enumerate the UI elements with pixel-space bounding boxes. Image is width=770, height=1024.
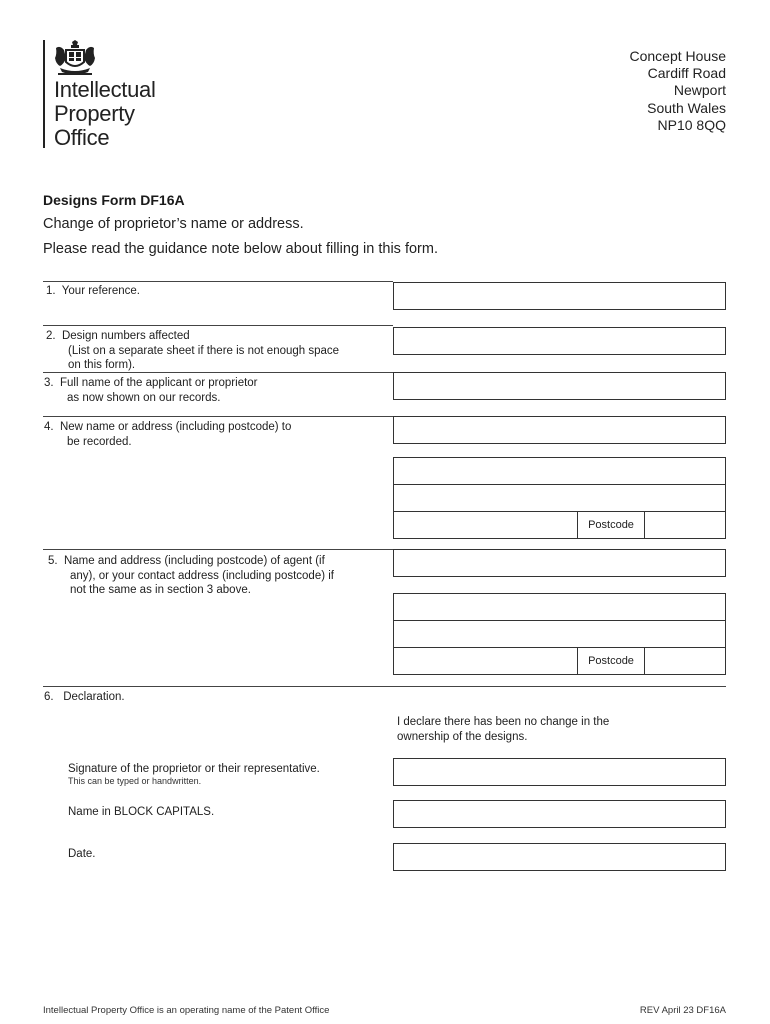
declaration-line-2: ownership of the designs. [397, 730, 528, 743]
section-5-label [48, 554, 334, 598]
section-3-number: 3. [44, 377, 54, 389]
section-2-line-3: on this form). [68, 359, 136, 371]
signature-label: Signature of the proprietor or their representative. [68, 763, 320, 775]
section-2-line-1: Design numbers affected [61, 330, 190, 342]
section-5-rule [43, 549, 393, 550]
footer-right: REV April 23 DF16A [639, 1005, 726, 1016]
section-6-label [44, 690, 125, 705]
section-2-line-2: (List on a separate sheet if there is not enough space [68, 344, 340, 357]
section-5-number: 5. [48, 555, 58, 567]
applicant-name-input[interactable] [393, 372, 726, 400]
address-line-1: Concept House [629, 48, 726, 64]
footer-left: Intellectual Property Office is an operating name of the Patent Office [43, 1005, 330, 1016]
section-5-line-3: not the same as in section 3 above. [70, 584, 251, 596]
section-6-number: 6. [44, 691, 54, 703]
date-input[interactable] [393, 843, 726, 871]
section-6-text: Declaration. [63, 691, 125, 703]
postcode-input-4[interactable] [644, 511, 726, 539]
section-4-line-2: be recorded. [67, 435, 132, 448]
form-instruction: Please read the guidance note below about filling in this form. [43, 241, 438, 257]
section-1-text: Your reference. [61, 285, 140, 297]
postcode-input-5[interactable] [644, 647, 726, 675]
section-5-line-2: any), or your contact address (including postcode) if [70, 569, 334, 582]
section-4-label [44, 420, 291, 449]
your-reference-input[interactable] [393, 282, 726, 310]
section-4-rule [43, 416, 393, 417]
form-title: Designs Form DF16A [43, 192, 185, 208]
section-6-rule [43, 686, 726, 687]
section-3-rule [43, 372, 393, 373]
block-capitals-name-input[interactable] [393, 800, 726, 828]
new-address-line-3-input[interactable] [393, 511, 578, 539]
logo-wordmark [54, 78, 156, 150]
address-line-3: Newport [673, 82, 726, 99]
form-subtitle: Change of proprietor’s name or address. [43, 216, 304, 232]
section-3-line-2: as now shown on our records. [67, 391, 221, 404]
signature-note: This can be typed or handwritten. [68, 776, 202, 786]
new-address-line-1-input[interactable] [393, 457, 726, 485]
postcode-label-5: Postcode [577, 647, 645, 675]
section-5-line-1: Name and address (including postcode) of agent (if [63, 555, 325, 567]
block-capitals-label: Name in BLOCK CAPITALS. [68, 806, 215, 818]
agent-name-input[interactable] [393, 549, 726, 577]
address-line-5: NP10 8QQ [657, 116, 726, 133]
section-1-label [46, 284, 140, 299]
address-line-2: Cardiff Road [647, 65, 726, 82]
date-label: Date. [68, 848, 96, 860]
agent-address-line-3-input[interactable] [393, 647, 578, 675]
new-name-input[interactable] [393, 416, 726, 444]
postcode-label-4: Postcode [577, 511, 645, 539]
section-3-line-1: Full name of the applicant or proprietor [59, 377, 258, 389]
section-1-number: 1. [46, 285, 56, 297]
declaration-statement [397, 715, 609, 744]
section-4-number: 4. [44, 421, 54, 433]
new-address-line-2-input[interactable] [393, 484, 726, 512]
office-address [629, 48, 726, 134]
section-3-label [44, 376, 258, 405]
logo-divider [43, 40, 45, 148]
declaration-line-1: I declare there has been no change in the [397, 716, 610, 728]
agent-address-line-1-input[interactable] [393, 593, 726, 621]
section-1-rule [43, 281, 393, 282]
signature-input[interactable] [393, 758, 726, 786]
logo-line-2: Property [54, 101, 135, 126]
agent-address-line-2-input[interactable] [393, 620, 726, 648]
royal-crest-icon [52, 40, 98, 78]
address-line-4: South Wales [647, 99, 726, 116]
design-numbers-input[interactable] [393, 327, 726, 355]
logo-line-3: Office [54, 125, 110, 150]
section-4-line-1: New name or address (including postcode) to [59, 421, 292, 433]
section-2-rule [43, 325, 393, 326]
section-2-label [46, 329, 339, 373]
section-2-number: 2. [46, 330, 56, 342]
logo-line-1: Intellectual [54, 77, 156, 102]
